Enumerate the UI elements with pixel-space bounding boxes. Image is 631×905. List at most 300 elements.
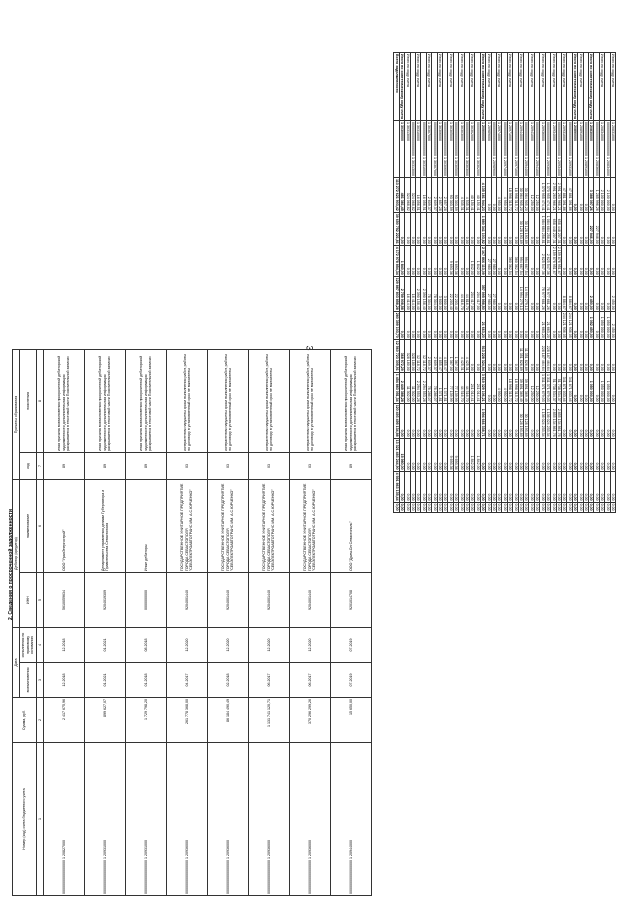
amount-cell: 2 294 553,26 (421, 372, 426, 403)
cell-inn: 0000000000 (126, 573, 167, 628)
amount-cell: 0,00 (578, 503, 583, 511)
account-code: 00000000000000000 1 20944000 (524, 122, 529, 176)
amount-cell: 0,00 (572, 471, 577, 502)
amount-cell: 0,00 (394, 503, 399, 511)
amount-cell: 18 998 315,72 (513, 372, 518, 403)
amount-cell: 2 450,00 (588, 276, 593, 311)
cell-account: 00000000000000000 1 20827000 (44, 743, 85, 896)
cell-arise: 06.2017 (249, 663, 290, 698)
amount-cell: 1 311 371 679,03 (546, 373, 551, 402)
amount-cell: 0,00 (610, 339, 615, 372)
amount-cell: 40 150,41 (470, 178, 475, 213)
amount-cell: 0,00 (534, 403, 539, 438)
row-label: Итого по коду счета (405, 53, 410, 121)
amount-cell: 0,00 (491, 212, 496, 245)
amount-cell: 0,00 (426, 245, 431, 276)
amount-cell: 0,00 (562, 503, 567, 511)
amount-cell: 0,00 (572, 339, 577, 372)
amount-cell: 0,00 (561, 245, 566, 276)
amount-cell: 0,00 (443, 471, 448, 502)
amount-cell: 0,00 (497, 438, 502, 471)
amount-cell: 0,00 (497, 245, 502, 276)
cell-sum: 86 184 490,49 (208, 698, 249, 743)
amount-cell: 228 187 464,64 (540, 339, 545, 372)
amount-cell: 0,00 (502, 403, 507, 438)
row-label (410, 53, 415, 121)
amount-cell: 44 516,70 (459, 372, 464, 403)
amount-cell: 0,00 (421, 311, 426, 339)
amount-cell: 227 946,00 (594, 212, 599, 245)
amount-cell: 0,00 (561, 403, 566, 438)
account-code: 1 20934000 (551, 121, 556, 178)
amount-cell: 0,00 (432, 503, 437, 511)
amount-cell: 4 135 181 944,23 (480, 178, 485, 213)
amount-cell: 0,00 (583, 311, 588, 339)
amount-cell: 0,00 (448, 503, 453, 511)
amount-cell: 0,00 (432, 403, 437, 438)
cell-arise: 07.2019 (331, 663, 372, 698)
header-comment: пояснения (20, 350, 36, 453)
cell-exec: 12.2018 (44, 628, 85, 663)
cell-exec: 01.2021 (85, 628, 126, 663)
amount-cell: 44 816,70 (464, 276, 469, 311)
amount-cell: 78 286,07 (426, 372, 431, 403)
amount-cell: 2 657,28 (437, 178, 442, 213)
amount-cell: 0,00 (437, 212, 442, 245)
row-label: Итого по коду счета (529, 53, 534, 121)
cell-account: 00000000000000000 1 20936000 (290, 743, 331, 896)
amount-cell: 0,00 (502, 471, 507, 502)
amount-cell: 0,00 (578, 403, 583, 438)
header-sum: Сумма, руб. (13, 698, 37, 743)
amount-cell: 0,00 (551, 471, 556, 502)
amount-cell: 21 663,20 (545, 311, 550, 339)
amount-cell: 0,00 (475, 403, 480, 438)
amount-cell: 0,00 (578, 339, 583, 372)
amount-cell: 0,00 (611, 503, 615, 511)
amount-cell: 0,00 (502, 503, 507, 511)
amount-cell: 2 159 876 951,67 (556, 246, 561, 275)
cell-account: 00000000000000000 1 20944000 (331, 743, 372, 896)
amount-cell: 27 980,00 (491, 245, 496, 276)
account-code: 1 20944000 (518, 121, 523, 178)
amount-cell: 0,00 (599, 245, 604, 276)
row-label (534, 53, 539, 121)
amount-cell: 0,00 (459, 471, 464, 502)
amount-cell: 1 842,00 (475, 245, 480, 276)
amount-cell: 8 884,67 (561, 276, 566, 311)
amount-cell: 0,00 (578, 471, 583, 502)
cell-exec: 12.2020 (167, 628, 208, 663)
cell-code: 03 (167, 453, 208, 480)
amount-cell: 76 977 681,26 (540, 276, 545, 311)
amount-cell: 1 136 024 233,34 (540, 403, 545, 438)
amount-cell: 0,00 (437, 311, 442, 339)
amount-cell: 0,00 (410, 471, 415, 502)
amount-cell: 3 600,00 (437, 276, 442, 311)
amount-cell: 2 759 908,58 (399, 276, 404, 311)
amount-cell: 30 128 193,89 (518, 403, 523, 438)
amount-cell: 0,00 (540, 503, 545, 511)
cell-sum: 370 296 299,26 (290, 698, 331, 743)
amount-cell: 0,00 (561, 471, 566, 502)
cell-inn: 9204001440 (290, 573, 331, 628)
amount-cell: 0,00 (486, 438, 491, 471)
amount-cell: 2 991 263 966,21 (551, 178, 556, 213)
row-label: Итого по коду счета (415, 53, 420, 121)
amount-cell: 0,00 (556, 276, 561, 311)
amount-cell: 0,00 (415, 311, 420, 339)
amount-cell: 994 667,54 (524, 245, 529, 276)
amount-cell: 0,00 (594, 339, 599, 372)
amount-cell: 0,00 (486, 372, 491, 403)
amount-cell: 0,00 (448, 311, 453, 339)
amount-cell: 3 600,00 (443, 276, 448, 311)
account-code: 00000000000000000 1 30302000 (475, 122, 480, 176)
amount-cell: 0,00 (502, 339, 507, 372)
account-code: 1 20830000 (588, 121, 593, 178)
cell-arise: 01.2018 (126, 663, 167, 698)
section-2-title: 2. Сведения о просроченной задолженности (8, 509, 14, 620)
row-label: Итого по коду счета (426, 53, 431, 121)
amount-cell: 0,00 (421, 212, 426, 245)
amount-cell: 0,00 (561, 339, 566, 372)
account-code: 00000000000000000 1 20971000 (513, 122, 518, 176)
table-row (167, 350, 208, 896)
amount-cell: 1 994 666 338,71 (480, 403, 485, 438)
amount-cell: 324 068,82 (405, 178, 410, 213)
amount-cell: 0,00 (465, 503, 470, 511)
amount-cell: 4 950,00 (497, 372, 502, 403)
cell-sum: 261 778 368,00 (167, 698, 208, 743)
row-label (524, 53, 529, 121)
cell-inn: 9204001440 (167, 573, 208, 628)
amount-cell: 18 998 315,72 (513, 178, 518, 213)
amount-cell: 13 321 483 244,90 (394, 439, 399, 470)
row-label (545, 53, 550, 121)
column-number: 1 (36, 743, 43, 896)
cell-account: 00000000000000000 1 20936000 (249, 743, 290, 896)
table-row (290, 350, 331, 896)
amount-cell: 0,00 (475, 311, 480, 339)
amount-cell: 0,00 (583, 403, 588, 438)
amount-cell: 0,00 (529, 438, 534, 471)
amount-cell: 0,00 (497, 276, 502, 311)
amount-cell: 0,00 (567, 403, 572, 438)
amount-cell: 14 994 279,13 (524, 276, 529, 311)
amount-cell: 0,00 (529, 276, 534, 311)
amount-cell: 4 591 863 135,44 (394, 472, 399, 501)
amount-cell: 0,00 (464, 212, 469, 245)
amount-cell: 0,00 (524, 471, 529, 502)
amount-cell: 994 667,54 (518, 245, 523, 276)
amount-cell: 0,00 (497, 339, 502, 372)
amount-cell: 0,00 (421, 438, 426, 471)
amount-cell: 0,00 (540, 471, 545, 502)
amount-cell: 0,00 (486, 471, 491, 502)
row-label: Итого по коду счета (448, 53, 453, 121)
amount-cell: 0,00 (497, 311, 502, 339)
amount-cell: 113 272 621 903,42 (394, 179, 399, 211)
amount-cell: 0,00 (529, 339, 534, 372)
account-code: 00000000000000000 1 30305000 (454, 122, 459, 176)
amount-cell: 14 994 279,13 (518, 276, 523, 311)
amount-cell: 0,00 (470, 339, 475, 372)
amount-cell: 0,00 (556, 311, 561, 339)
amount-cell: 0,00 (529, 403, 534, 438)
amount-cell: 658 448 207,31 (551, 212, 556, 245)
amount-cell: 0,00 (567, 438, 572, 471)
amount-cell: 15 980,00 (399, 438, 404, 471)
amount-cell: 0,00 (491, 372, 496, 403)
amount-cell: 513 228 324,94 (480, 339, 485, 372)
cell-exec: 12.2020 (249, 628, 290, 663)
amount-cell: 77 139,99 (453, 372, 458, 403)
cell-name: ООО "УралЭнергострой" (44, 480, 85, 573)
amount-cell: 0,00 (502, 438, 507, 471)
amount-cell: 328 180,00 (410, 339, 415, 372)
amount-cell: 0,00 (529, 311, 534, 339)
row-label (567, 53, 572, 121)
amount-cell: 0,00 (399, 403, 404, 438)
amount-cell: 78 286,07 (432, 372, 437, 403)
row-label: Итого по коду счета (561, 53, 566, 121)
amount-cell: 0,00 (437, 438, 442, 471)
cell-name: Иные дебиторы (126, 480, 167, 573)
amount-cell: 12 118,72 (421, 339, 426, 372)
amount-cell: 0,00 (507, 471, 512, 502)
account-code: 1 20891000 (578, 121, 583, 178)
amount-cell: 0,00 (578, 178, 583, 213)
amount-cell: 0,00 (605, 403, 610, 438)
amount-cell: 0,00 (546, 503, 551, 511)
amount-cell: 0,00 (599, 438, 604, 471)
amount-cell: 0,00 (534, 311, 539, 339)
amount-cell: 0,00 (578, 311, 583, 339)
cell-exec: 07.2019 (331, 628, 372, 663)
amount-cell: 341 871 033,46 (567, 372, 572, 403)
amount-cell: 0,00 (556, 339, 561, 372)
account-code: 1 30307000 (426, 121, 431, 178)
amount-cell: 0,00 (508, 503, 513, 511)
cell-arise: 04.2017 (167, 663, 208, 698)
cell-reason: иная причина возникновения просроченной дебиторской задолженности дополнительная информация раскрывается в текстовой части Пояснительной записки (126, 350, 167, 453)
account-code: 1 20941000 (529, 121, 534, 178)
amount-cell: 0,00 (551, 438, 556, 471)
amount-cell: 0,00 (540, 438, 545, 471)
amount-cell: 0,00 (432, 245, 437, 276)
amount-cell: 16 414,00 (405, 276, 410, 311)
cell-sum: 1 729 798,20 (126, 698, 167, 743)
amount-cell: 47 881 391,86 (567, 178, 572, 213)
amount-cell: 1 311 371 679,03 (540, 373, 545, 402)
amount-cell: 0,00 (421, 503, 426, 511)
amount-cell: 39 650 752 221,81 (394, 213, 399, 244)
table-row (44, 350, 85, 896)
amount-cell: 0,00 (437, 245, 442, 276)
cell-reason: иная причина возникновения просроченной дебиторской задолженности дополнительная информация раскрывается в текстовой части Пояснительной записки (44, 350, 85, 453)
amount-cell: 0,00 (507, 438, 512, 471)
amount-cell: 0,00 (432, 438, 437, 471)
amount-cell: 2 450,00 (610, 311, 615, 339)
amount-cell: 2 390 158,40 (415, 276, 420, 311)
amount-cell: 9 693,36 (448, 245, 453, 276)
cell-code: 89 (44, 453, 85, 480)
amount-cell: 0,00 (589, 503, 594, 511)
amount-cell: 4 172 978 854,34 (394, 246, 399, 275)
amount-cell: 0,00 (448, 471, 453, 502)
column-number: 5 (36, 573, 43, 628)
amount-cell: 0,00 (513, 438, 518, 471)
amount-cell: 1 136 024 233,34 (545, 403, 550, 438)
amount-cell: 0,00 (481, 503, 486, 511)
amount-cell: 51 738 534,37 (556, 372, 561, 403)
amount-cell: 0,00 (594, 276, 599, 311)
amount-cell: 0,00 (534, 438, 539, 471)
row-label (464, 53, 469, 121)
amount-cell: 77 139,99 (448, 372, 453, 403)
amount-cell: 2 449 388,28 (399, 372, 404, 403)
amount-cell: 0,00 (475, 339, 480, 372)
amount-cell: 27 980,00 (491, 276, 496, 311)
amount-cell: 0,00 (437, 471, 442, 502)
account-code: 1 20931000 (561, 121, 566, 178)
amount-cell: 0,00 (518, 311, 523, 339)
amount-cell: 2 609,37 (432, 339, 437, 372)
amount-cell: 0,00 (464, 438, 469, 471)
amount-cell: 204 417,00 (470, 276, 475, 311)
amount-cell: 244 121 936,05 (562, 312, 567, 338)
amount-cell: 1 842,00 (470, 438, 475, 471)
amount-cell: 0,00 (583, 503, 588, 511)
amount-cell: 44 516,70 (464, 372, 469, 403)
amount-cell: 0,00 (588, 339, 593, 372)
amount-cell: 0,00 (556, 438, 561, 471)
amount-cell: 0,00 (410, 212, 415, 245)
table-row (85, 350, 126, 896)
amount-cell: 0,00 (578, 276, 583, 311)
amount-cell: 30 128 193,89 (524, 212, 529, 245)
account-code: 00000000000000000 1 20974000 (502, 122, 507, 176)
amount-cell: 0,00 (443, 245, 448, 276)
amount-cell: 0,00 (426, 471, 431, 502)
amount-cell: 0,00 (610, 403, 615, 438)
amount-cell: 1 454 883 051,34 (394, 373, 399, 402)
amount-cell: 0,00 (513, 339, 518, 372)
amount-cell: 9 693,36 (453, 245, 458, 276)
amount-cell: 93 303,59 (453, 178, 458, 213)
amount-cell: 0,00 (583, 339, 588, 372)
amount-cell: 0,00 (415, 212, 420, 245)
account-code: 00000000000000000 1 20989000 (492, 122, 497, 176)
amount-cell: 0,00 (459, 403, 464, 438)
amount-cell: 0,00 (491, 311, 496, 339)
amount-cell: 0,00 (605, 276, 610, 311)
amount-cell: 4 855,47 (437, 339, 442, 372)
amount-cell: 0,00 (529, 245, 534, 276)
cell-exec: 08.2018 (126, 628, 167, 663)
amount-cell: 16 414,00 (410, 276, 415, 311)
amount-cell: 0,00 (459, 245, 464, 276)
row-label: Итого по синтетическому коду счета (573, 54, 578, 120)
row-label: Итого по коду счета (470, 53, 475, 121)
amount-cell: 0,00 (405, 245, 410, 276)
amount-cell: 18 998 315,72 (507, 178, 512, 213)
amount-cell: 0,00 (610, 245, 615, 276)
cell-name: ГОСУДАРСТВЕННОЕ УНИТАРНОЕ ПРЕДПРИЯТИЕ ГОРОДА СЕВАСТОПОЛЯ "СЕВЭЛЕКТРОАВТОТРАНС ИМ. А.С.ЮРЧЕНКО" (290, 480, 331, 573)
amount-cell: 0,00 (405, 438, 410, 471)
row-label: Всего задолженности (394, 53, 399, 121)
amount-cell: 0,00 (507, 339, 512, 372)
amount-cell: 1 285 996,26 (594, 178, 599, 213)
amount-cell: 0,00 (605, 212, 610, 245)
row-label: Итого по коду счета (540, 53, 545, 121)
account-code: 1 20936000 (540, 121, 545, 178)
amount-cell: 0,00 (599, 276, 604, 311)
amount-cell: 0,00 (432, 212, 437, 245)
amount-cell: 2 450,00 (610, 276, 615, 311)
cell-reason: контрагентом нарушены сроки выполнения работ, работы по договору в установленный срок не выполнены (290, 350, 331, 453)
amount-cell: 227 946,00 (588, 212, 593, 245)
amount-cell: 0,00 (578, 212, 583, 245)
row-label: Итого по коду счета (578, 53, 583, 121)
amount-cell: 0,00 (529, 212, 534, 245)
amount-cell: 0,00 (502, 245, 507, 276)
cell-arise: 06.2017 (290, 663, 331, 698)
amount-cell: 0,00 (610, 471, 615, 502)
account-code (394, 121, 399, 178)
cell-name: ООО "Дрим-Ол Севастополь" (331, 480, 372, 573)
cell-inn: 9204001440 (208, 573, 249, 628)
row-label (443, 53, 448, 121)
amount-cell: 0,00 (588, 471, 593, 502)
account-code: 00000000000000000 1 20941000 (535, 122, 540, 176)
amount-cell: 0,00 (573, 503, 578, 511)
amount-cell: 0,00 (600, 503, 605, 511)
row-label: Итого по коду счета (610, 53, 615, 121)
amount-cell: 658 448 207,31 (556, 212, 561, 245)
amount-cell: 0,00 (529, 471, 534, 502)
amount-cell: 1 367,00 (453, 339, 458, 372)
amount-cell: 0,00 (610, 372, 615, 403)
amount-cell: 2 100 000,00 (605, 178, 610, 213)
amount-cell: 4 535,31 (464, 178, 469, 213)
amount-cell: 4 855,47 (443, 339, 448, 372)
amount-cell: 0,00 (594, 372, 599, 403)
column-number: 8 (36, 350, 43, 453)
amount-cell: 3 388 097,26 (588, 178, 593, 213)
amount-cell: 0,00 (572, 245, 577, 276)
amount-cell: 0,00 (534, 339, 539, 372)
amount-cell: 0,00 (486, 311, 491, 339)
amount-cell: 0,00 (599, 403, 604, 438)
cell-reason: контрагентом нарушены сроки выполнения работ, работы по договору в установленный срок не выполнены (249, 350, 290, 453)
amount-cell: 0,00 (400, 503, 405, 511)
amount-cell: 120 493 495 134,88 (394, 404, 399, 437)
amount-cell: 0,00 (459, 438, 464, 471)
amount-cell: 1 050 000,00 (605, 372, 610, 403)
amount-cell: 2 991 263 966,21 (556, 178, 561, 213)
amount-cell: 0,00 (502, 212, 507, 245)
header-reason: Причины образования (13, 350, 20, 480)
amount-cell: 0,00 (572, 212, 577, 245)
amount-cell: 27 980,00 (486, 276, 491, 311)
amount-cell: 0,00 (448, 212, 453, 245)
row-label: Итого по коду счета (486, 53, 491, 121)
amount-cell: 1 050 000,00 (605, 311, 610, 339)
amount-cell: 93 303,59 (448, 178, 453, 213)
amount-cell: 47 881 391,86 (561, 178, 566, 213)
